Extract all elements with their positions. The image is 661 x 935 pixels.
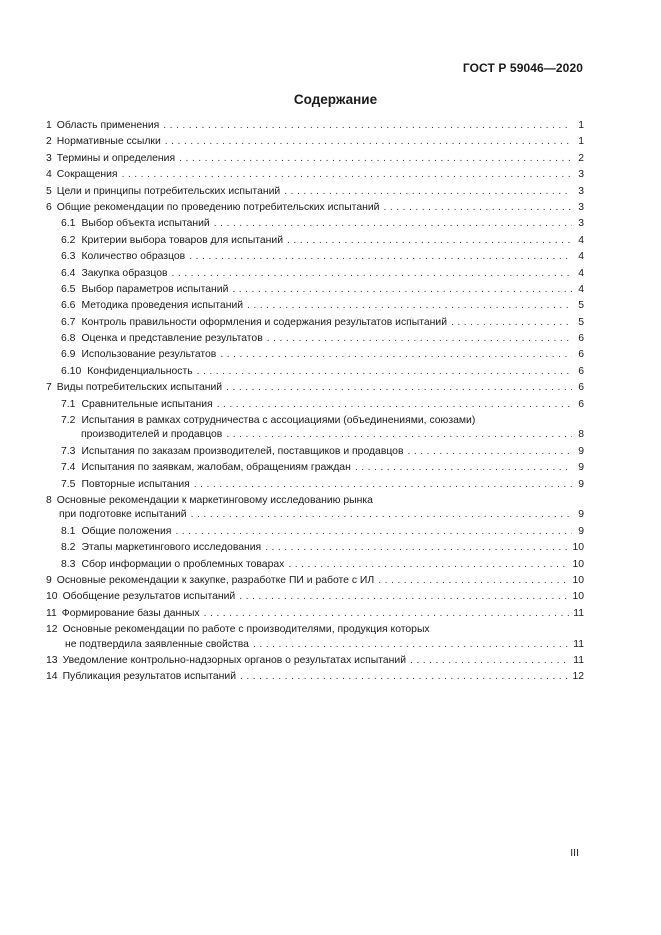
toc-entry-title-continuation: производителей и продавцов [81, 429, 223, 441]
toc-entry[interactable] [46, 460, 584, 476]
toc-entry-page: 4 [578, 283, 584, 295]
toc-entry-page: 6 [578, 349, 584, 361]
toc-entry-page: 4 [578, 251, 584, 263]
toc-entry[interactable] [46, 364, 584, 380]
toc-entry-page: 6 [578, 333, 584, 345]
toc-entry-title: Сбор информации о проблемных товарах [81, 558, 285, 570]
toc-entry[interactable] [46, 184, 584, 200]
toc-entry-page: 5 [578, 300, 584, 312]
toc-entry[interactable] [46, 282, 584, 298]
toc-entry-title: Уведомление контрольно-надзорных органов о результатах испытаний [62, 654, 407, 666]
toc-entry[interactable] [46, 540, 584, 556]
toc-entry-number: 7.1 [61, 398, 76, 410]
toc-entry-page: 11 [573, 654, 584, 666]
toc-entry-title: Контроль правильности оформления и содержания результатов испытаний [81, 316, 447, 328]
toc-entry-number: 6.9 [61, 349, 76, 361]
toc-entry-page: 10 [572, 575, 584, 586]
toc-entry-number: 14 [46, 671, 58, 683]
toc-entry-title: Выбор параметров испытаний [81, 283, 229, 295]
toc-entry-number: 9 [46, 575, 52, 586]
toc-entry-number: 6 [46, 201, 52, 213]
dot-leader [226, 380, 572, 396]
dot-leader [197, 364, 572, 380]
dot-leader [383, 200, 572, 216]
toc-entry-number: 7 [46, 382, 52, 394]
dot-leader [163, 118, 572, 134]
toc-entry-number: 8.3 [61, 558, 76, 570]
toc-entry-page: 3 [578, 169, 584, 181]
toc-entry-title: Обобщение результатов испытаний [62, 591, 236, 603]
toc-entry-page: 3 [578, 185, 584, 197]
toc-entry-title: Термины и определения [56, 152, 176, 164]
toc-entry-page: 6 [578, 398, 584, 410]
dot-leader [172, 266, 572, 282]
toc-entry-number: 6.10 [61, 365, 82, 377]
dot-leader [265, 540, 568, 556]
toc-entry[interactable] [46, 397, 584, 413]
toc-entry-number: 8 [46, 495, 52, 507]
toc-entry-title: Этапы маркетингового исследования [81, 542, 262, 554]
toc-entry[interactable] [46, 266, 584, 282]
toc-entry-title: Оценка и представление результатов [81, 333, 263, 345]
dot-leader [122, 167, 572, 183]
toc-entry-page: 9 [578, 445, 584, 457]
toc-entry[interactable] [46, 493, 584, 524]
dot-leader [253, 638, 569, 652]
toc-entry-number: 7.3 [61, 445, 76, 457]
toc-entry-page: 10 [572, 591, 584, 603]
toc-entry-title: Общие рекомендации по проведению потребительских испытаний [56, 201, 380, 213]
toc-entry[interactable] [46, 233, 584, 249]
toc-entry-title: Область применения [56, 120, 160, 131]
toc-entry-title: Испытания по заявкам, жалобам, обращениям граждан [81, 462, 351, 474]
toc-entry[interactable] [46, 653, 584, 669]
toc-entry-number: 1 [46, 120, 52, 131]
toc-entry-title: Общие положения [81, 525, 172, 537]
toc-entry-page: 4 [578, 234, 584, 246]
dot-leader [284, 184, 572, 200]
toc-entry-number: 2 [46, 136, 52, 148]
dot-leader [451, 315, 572, 331]
toc-entry-page: 2 [578, 152, 584, 164]
dot-leader [247, 298, 572, 314]
toc-entry[interactable] [46, 200, 584, 216]
toc-entry[interactable] [46, 524, 584, 540]
toc-entry[interactable] [46, 216, 584, 232]
toc-entry-number: 12 [46, 624, 58, 636]
dot-leader [191, 508, 572, 522]
toc-entry-number: 6.2 [61, 234, 76, 246]
toc-entry-title: Методика проведения испытаний [81, 300, 244, 312]
dot-leader [288, 557, 568, 573]
dot-leader [194, 477, 572, 493]
toc-entry-page: 10 [572, 558, 584, 570]
toc-entry-number: 6.5 [61, 283, 76, 295]
toc-entry-number: 8.1 [61, 525, 76, 537]
dot-leader [232, 282, 572, 298]
dot-leader [179, 151, 572, 167]
toc-entry-title: Количество образцов [81, 251, 186, 263]
toc-entry-number: 5 [46, 185, 52, 197]
toc-entry-title: Формирование базы данных [61, 607, 200, 619]
toc-entry[interactable] [46, 413, 584, 444]
toc-entry[interactable] [46, 167, 584, 183]
toc-entry-page: 11 [573, 638, 584, 650]
toc-entry-page: 1 [578, 136, 584, 148]
toc-entry-title-continuation: не подтвердила заявленные свойства [65, 638, 249, 650]
toc-entry[interactable] [46, 298, 584, 314]
toc-entry-page: 4 [578, 267, 584, 279]
toc-entry[interactable] [46, 589, 584, 605]
toc-entry-page: 1 [578, 120, 584, 131]
toc-entry-title-continuation: при подготовке испытаний [59, 509, 187, 521]
dot-leader [189, 249, 572, 265]
toc-entry[interactable] [46, 606, 584, 622]
toc-entry-number: 6.7 [61, 316, 76, 328]
toc-entry[interactable] [46, 249, 584, 265]
toc-entry-title: Нормативные ссылки [56, 136, 161, 148]
toc-entry-page: 12 [572, 671, 584, 683]
toc-entry-page: 6 [578, 365, 584, 377]
dot-leader [239, 589, 568, 605]
page-title: Содержание [293, 92, 378, 107]
toc-entry[interactable] [46, 151, 584, 167]
toc-entry-page: 6 [578, 382, 584, 394]
dot-leader [410, 653, 569, 669]
toc-entry-number: 4 [46, 169, 52, 181]
toc-entry-number: 7.2 [61, 415, 76, 427]
toc-entry[interactable] [46, 573, 584, 589]
toc-entry[interactable] [46, 331, 584, 347]
toc-entry-title: Испытания по заказам производителей, поставщиков и продавцов [81, 445, 404, 457]
toc-entry-number: 11 [46, 607, 57, 619]
toc-entry-title: Сравнительные испытания [81, 398, 213, 410]
toc-entry-title: Выбор объекта испытаний [81, 218, 210, 230]
toc-entry-title: Цели и принципы потребительских испытаний [56, 185, 281, 197]
toc-entry-number: 8.2 [61, 542, 76, 554]
toc-entry-number: 6.4 [61, 267, 76, 279]
page-number: III [570, 847, 579, 859]
dot-leader [240, 669, 568, 685]
dot-leader [267, 331, 572, 347]
toc-entry-title: Публикация результатов испытаний [62, 671, 237, 683]
toc-entry-number: 10 [46, 591, 58, 603]
toc-entry-page: 11 [573, 607, 584, 619]
dot-leader [355, 460, 572, 476]
toc-entry-page: 9 [578, 462, 584, 474]
toc-entry-number: 13 [46, 654, 58, 666]
toc-entry-title: Основные рекомендации к маркетинговому исследованию рынка [56, 495, 373, 507]
toc-entry-page: 9 [578, 509, 584, 521]
toc-entry-number: 6.1 [61, 218, 76, 230]
toc-entry-title: Испытания в рамках сотрудничества с ассоциациями (объединениями, союзами) [81, 415, 476, 427]
toc-entry-title: Основные рекомендации к закупке, разработке ПИ и работе с ИЛ [56, 575, 375, 586]
toc-entry-title: Закупка образцов [81, 267, 168, 279]
toc-entry[interactable] [46, 315, 584, 331]
toc-entry-number: 6.8 [61, 333, 76, 345]
toc-entry[interactable] [46, 380, 584, 396]
dot-leader [287, 233, 572, 249]
toc-entry-number: 3 [46, 152, 52, 164]
toc-entry[interactable] [46, 477, 584, 493]
dot-leader [204, 606, 570, 622]
toc-entry-page: 9 [578, 525, 584, 537]
dot-leader [175, 524, 572, 540]
table-of-contents [46, 118, 584, 686]
toc-entry[interactable] [46, 557, 584, 573]
toc-entry[interactable] [46, 347, 584, 363]
toc-entry-page: 10 [572, 542, 584, 554]
toc-entry-number: 6.3 [61, 251, 76, 263]
toc-entry-page: 3 [578, 201, 584, 213]
toc-entry-title: Виды потребительских испытаний [56, 382, 223, 394]
toc-entry-title: Критерии выбора товаров для испытаний [81, 234, 284, 246]
dot-leader [165, 134, 572, 150]
toc-entry-number: 7.5 [61, 478, 76, 490]
toc-entry-page: 9 [578, 478, 584, 490]
toc-entry[interactable] [46, 118, 584, 134]
toc-entry-page: 3 [578, 218, 584, 230]
dot-leader [226, 428, 572, 442]
toc-entry-page: 5 [578, 316, 584, 328]
toc-entry-title: Повторные испытания [81, 478, 190, 490]
toc-entry[interactable] [46, 622, 584, 653]
dot-leader [408, 444, 573, 460]
toc-entry[interactable] [46, 669, 584, 685]
toc-entry-title: Конфиденциальность [87, 365, 193, 377]
dot-leader [217, 397, 572, 413]
toc-entry-title: Основные рекомендации по работе с производителями, продукция которых [62, 624, 430, 636]
toc-entry-title: Сокращения [56, 169, 118, 181]
toc-entry-title: Использование результатов [81, 349, 217, 361]
dot-leader [214, 216, 572, 232]
standard-code: ГОСТ Р 59046—2020 [462, 61, 583, 75]
dot-leader [220, 347, 572, 363]
toc-entry-number: 6.6 [61, 300, 76, 312]
dot-leader [378, 573, 568, 589]
toc-entry[interactable] [46, 134, 584, 150]
toc-entry-number: 7.4 [61, 462, 76, 474]
toc-entry-page: 8 [578, 429, 584, 441]
toc-entry[interactable] [46, 444, 584, 460]
